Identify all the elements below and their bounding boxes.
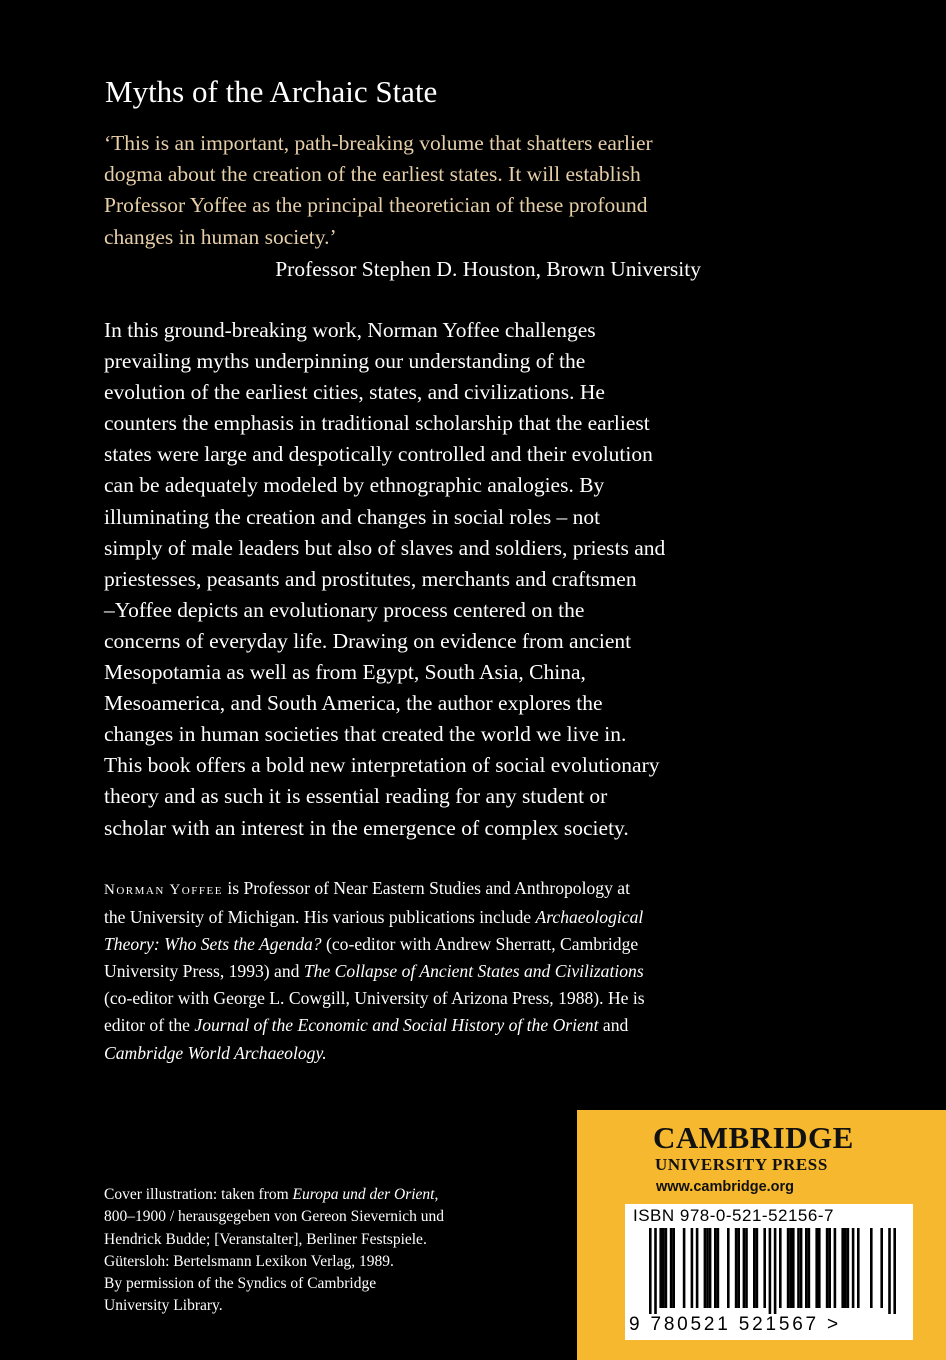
description-line: Mesopotamia as well as from Egypt, South Asia, China, (104, 660, 586, 685)
bio-text: University Press, 1993) and (104, 961, 304, 982)
barcode-bar (662, 1228, 665, 1308)
barcode-bar (834, 1228, 837, 1308)
description-line: concerns of everyday life. Drawing on evidence from ancient (104, 628, 632, 653)
barcode-bar (805, 1228, 808, 1308)
barcode-bar (743, 1228, 746, 1308)
description-line: –Yoffee depicts an evolutionary process centered on the (104, 597, 585, 622)
barcode-bar (792, 1228, 795, 1308)
description-line: evolution of the earliest cities, states, and civilizations. He (104, 380, 605, 405)
bio-line (104, 958, 704, 985)
publisher-panel (577, 1110, 946, 1360)
barcode-bar (818, 1228, 821, 1308)
credit-text: , (434, 1186, 439, 1203)
barcode-bar (696, 1228, 699, 1308)
barcode-bar (844, 1228, 847, 1308)
barcode-bar (828, 1228, 831, 1308)
barcode-bar (893, 1228, 896, 1314)
description-line: states were large and despotically controlled and their evolution (104, 442, 653, 467)
isbn-label: ISBN 978-0-521-52156-7 (633, 1206, 834, 1225)
description-line: illuminating the creation and changes in social roles – not (104, 504, 601, 529)
barcode-bar (745, 1228, 748, 1308)
barcode-bar (852, 1228, 855, 1308)
review-quote (104, 128, 704, 253)
description-line: counters the emphasis in traditional scholarship that the earliest (104, 411, 650, 436)
barcode-bar (753, 1228, 756, 1308)
barcode-bar (683, 1228, 686, 1308)
bio-line (104, 904, 704, 931)
credit-line: By permission of the Syndics of Cambridge (104, 1275, 377, 1293)
barcode-bar (797, 1228, 800, 1308)
barcode-bar (815, 1228, 818, 1308)
cover-credit (104, 1184, 504, 1318)
bio-line (104, 931, 704, 958)
barcode-bar (808, 1228, 811, 1308)
barcode-bar (841, 1228, 844, 1308)
description-line: priestesses, peasants and prostitutes, merchants and craftsmen (104, 566, 637, 591)
credit-line: University Library. (104, 1297, 223, 1315)
description-line: theory and as such it is essential reading for any student or (104, 784, 608, 809)
barcode-bar (888, 1228, 891, 1314)
barcode-bar (756, 1228, 759, 1308)
publisher-logo-text: CAMBRIDGE (653, 1120, 854, 1155)
barcode-bar (717, 1228, 720, 1308)
book-title: Myths of the Archaic State (105, 74, 438, 109)
credit-source-title: Europa und der Orient (292, 1186, 435, 1203)
bio-series-title: Cambridge World Archaeology. (104, 1042, 327, 1063)
description-line: scholar with an interest in the emergence of complex society. (104, 815, 629, 840)
barcode-bar (709, 1228, 712, 1308)
description-line: In this ground-breaking work, Norman Yoffee challenges (104, 318, 596, 342)
bio-text: editor of the (104, 1015, 195, 1036)
publisher-website: www.cambridge.org (656, 1179, 795, 1195)
quote-line: dogma about the creation of the earliest states. It will establish (104, 162, 641, 187)
bio-line (104, 1012, 704, 1039)
barcode-bar (763, 1228, 766, 1308)
bio-line (104, 875, 704, 904)
barcode-bar (659, 1228, 662, 1308)
credit-line (104, 1184, 504, 1206)
barcode-bar (672, 1228, 675, 1308)
barcode-bar (880, 1228, 883, 1308)
bio-book-title: Theory: Who Sets the Agenda? (104, 934, 322, 955)
barcode-bar (769, 1228, 772, 1314)
barcode-bar (787, 1228, 790, 1308)
barcode-digits: 9 780521 521567 > (629, 1314, 841, 1335)
credit-text: Cover illustration: taken from (104, 1186, 293, 1203)
barcode-bar (737, 1228, 740, 1308)
barcode-bar (665, 1228, 668, 1308)
credit-line: Gütersloh: Bertelsmann Lexikon Verlag, 1989. (104, 1252, 394, 1270)
barcode-bar (727, 1228, 730, 1308)
barcode-bar (800, 1228, 803, 1308)
bio-text: (co-editor with Andrew Sherratt, Cambridge (321, 934, 639, 955)
barcode-bar (870, 1228, 873, 1308)
barcode-bar (847, 1228, 850, 1308)
barcode-bar (691, 1228, 694, 1308)
barcode-bar (649, 1228, 652, 1314)
barcode-bar (735, 1228, 738, 1308)
credit-line: Hendrick Budde; [Veranstalter], Berliner Festspiele. (104, 1230, 427, 1248)
barcode-bar (706, 1228, 709, 1308)
description-line: This book offers a bold new interpretation of social evolutionary (104, 753, 660, 778)
bio-line: (co-editor with George L. Cowgill, University of Arizona Press, 1988). He is (104, 988, 645, 1009)
quote-line: changes in human society.’ (104, 224, 337, 249)
barcode-bar (826, 1228, 829, 1308)
bio-book-title: The Collapse of Ancient States and Civilizations (303, 961, 644, 982)
barcode-icon (625, 1228, 913, 1314)
author-name: Norman Yoffee (104, 882, 223, 898)
bio-line (104, 1040, 704, 1067)
quote-line: ‘This is an important, path-breaking volume that shatters earlier (104, 131, 653, 155)
barcode-bar (789, 1228, 792, 1308)
credit-line: 800–1900 / herausgegeben von Gereon Sievernich und (104, 1208, 445, 1226)
description-line: simply of male leaders but also of slaves and soldiers, priests and (104, 535, 666, 560)
barcode-bar (779, 1228, 782, 1308)
barcode-bar (704, 1228, 707, 1308)
description-line: Mesoamerica, and South America, the author explores the (104, 691, 603, 716)
barcode-bar (670, 1228, 673, 1308)
barcode-bar (714, 1228, 717, 1308)
barcode-box (625, 1204, 913, 1340)
description-line: can be adequately modeled by ethnographic analogies. By (104, 473, 605, 498)
description-line: changes in human societies that created the world we live in. (104, 722, 627, 747)
bio-journal-title: Journal of the Economic and Social History of the Orient (194, 1015, 599, 1036)
publisher-subtitle: UNIVERSITY PRESS (655, 1155, 828, 1174)
author-bio (104, 875, 704, 1067)
bio-text: the University of Michigan. His various publications include (104, 907, 536, 928)
quote-attribution: Professor Stephen D. Houston, Brown University (275, 257, 701, 281)
bio-book-title: Archaeological (535, 907, 644, 928)
barcode-bar (857, 1228, 860, 1308)
bio-text: and (598, 1015, 629, 1036)
barcode-bar (774, 1228, 777, 1314)
book-description (104, 315, 709, 844)
quote-line: Professor Yoffee as the principal theoretician of these profound (104, 193, 648, 218)
bio-text: is Professor of Near Eastern Studies and Anthropology at (222, 878, 630, 898)
barcode-bar (654, 1228, 657, 1314)
description-line: prevailing myths underpinning our understanding of the (104, 349, 586, 374)
